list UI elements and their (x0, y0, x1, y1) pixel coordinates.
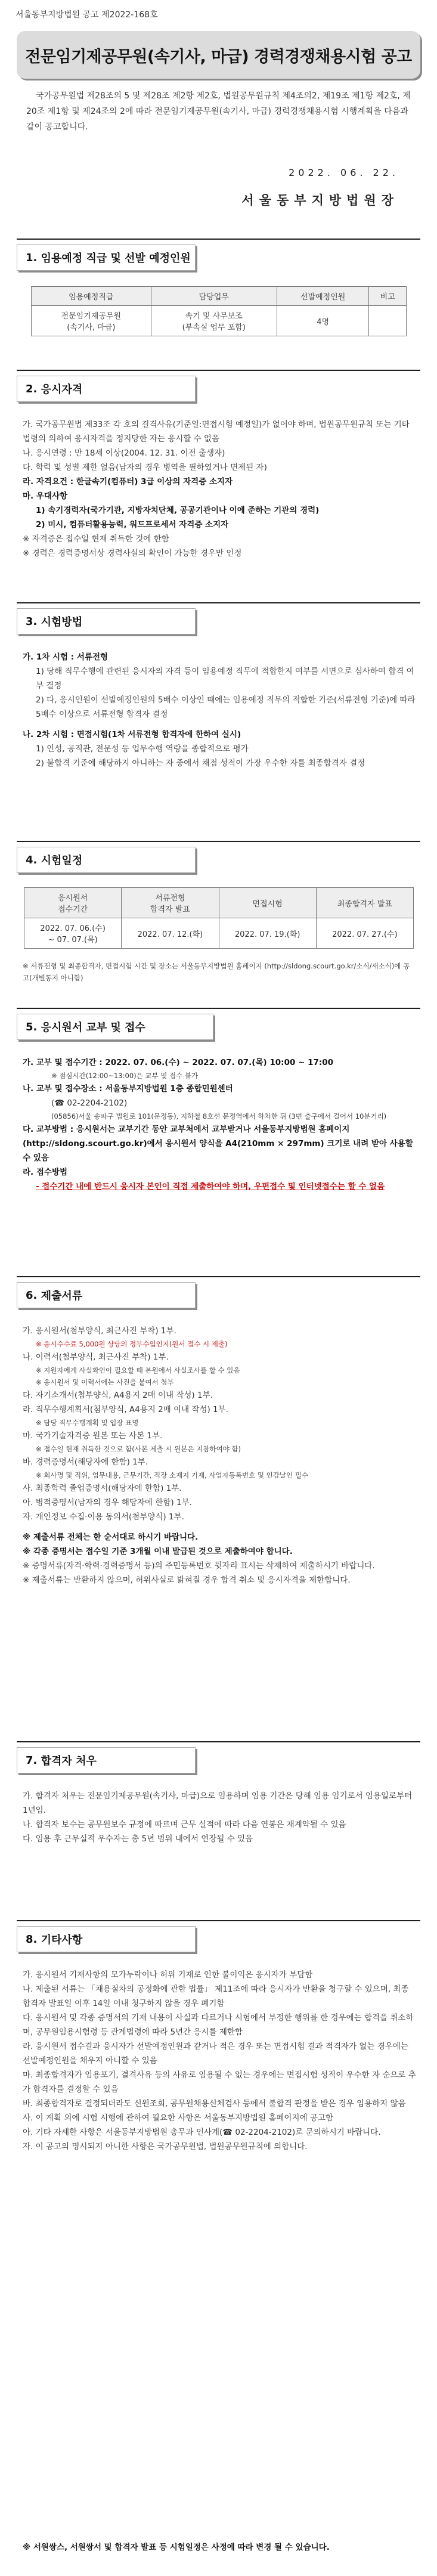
issuer-signature: 서울동부지방법원장 (241, 193, 399, 208)
table-header: 임용예정직급 (32, 287, 151, 306)
section-heading-8: 8. 기타사항 (17, 1926, 196, 1952)
footer-note: ※ 서원쌍스, 서원쌍서 및 합격자 발표 등 시험일정은 사정에 따라 변경 될 수 있습니다. (23, 2543, 330, 2552)
section-divider (17, 1008, 420, 1009)
schedule-table (24, 887, 414, 949)
method-list: 가. 1차 시험 : 서류전형 1) 당해 직무수행에 관련된 응시자의 자격 등이 임용예정 직무에 적합한지 여부를 서면으로 심사하여 합격 여부 결정 2) 다, 응시인원이 선발예정인원의 5배수 이상인 때에는 임용예정 직무의 적합한 기준(서류전형 기준)에 따라 5배수 이상으로 서류전형 합격자 결정 나. 2차 시험 : 면접시험(1차 서류전형 합격자에 한하여 실시) 1) 인성, 공직관, 전문성 등 업무수행 역량을 종합적으로 평가 2) 불합격 기준에 해당하지 아니하는 자 중에서 채점 성적이 가장 우수한 자를 최종합격자 결정 (23, 652, 416, 768)
table-header: 응시원서 접수기간 (24, 888, 122, 918)
table-header: 비고 (369, 287, 407, 306)
table-header: 서류전형 합격자 발표 (122, 888, 219, 918)
table-row: 전문임기제공무원 (속기사, 마급) 속기 및 사무보조 (부속실 업무 포함) 4명 (32, 306, 407, 336)
section-heading-6: 6. 제출서류 (17, 1282, 196, 1308)
application-list: 가. 교부 및 접수기간 : 2022. 07. 06.(수) ~ 2022. 07. 07.(목) 10:00 ~ 17:00 ※ 점심시간(12:00~13:00)은 교부 및 접수 불가 나. 교부 및 접수장소 : 서울동부지방법원 1층 종합민원센터 (☎ 02-2204-2102) (05856)서울 송파구 법원로 101(문정동), 지하철 8호선 문정역에서 하차한 뒤 (3번 출구에서 걸어서 10분거리) 다. 교부방법 : 응시원서는 교부기간 동안 교부처에서 교부받거나 서울동부지방법원 홈페이지(http://sldong.scourt.go.kr)에서 응시원서 양식을 A4(210mm × 297mm) 크기로 내려 받아 사용할 수 있음 라. 접수방법 - 접수기간 내에 반드시 응시자 본인이 직접 제출하여야 하며, 우편접수 및 인터넷접수는 할 수 없음 (23, 1058, 413, 1191)
section-divider (17, 1920, 420, 1921)
schedule-note: ※ 서류전형 및 최종합격자, 면접시험 시간 및 장소는 서울동부지방법원 홈페이지 (http://sldong.scourt.go.kr/소식/새소식)에 공고(개별통지 아니함) (23, 962, 410, 982)
documents-list: 가. 응시원서(첨부양식, 최근사진 부착) 1부. ※ 응시수수료 5,000원 상당의 정부수입인지(원서 접수 시 제출) 나. 이력서(첨부양식, 최근사진 부착) 1부. ※ 지원자에게 사실확인이 필요할 때 본원에서 사실조사를 할 수 있음 ※ 응시원서 및 이력서에는 사진을 붙여서 첨부 다. 자기소개서(첨부양식, A4용지 2매 이내 작성) 1부. 라. 직무수행계획서(첨부양식, A4용지 2매 이내 작성) 1부. ※ 담당 직무수행계획 및 입장 표명 마. 국가기술자격증 원본 또는 사본 1부. ※ 접수일 현재 취득한 것으로 함(사본 제출 시 원본은 지참하여야 함) 바. 경력증명서(해당자에 한함) 1부. ※ 회사명 및 직위, 업무내용, 근무기간, 직장 소재지 기재, 사업자등록번호 및 인감날인 필수 사. 최종학력 졸업증명서(해당자에 한함) 1부. 아. 병적증명서(남자의 경우 해당자에 한함) 1부. 자. 개인정보 수집·이용 동의서(첨부양식) 1부. ※ 제출서류 전체는 한 순서대로 하시기 바랍니다. ※ 각종 증명서는 접수일 기준 3개월 이내 발급된 것으로 제출하여야 합니다. ※ 증명서류(자격·학력·경력증명서 등)의 주민등록번호 뒷자리 표시는 삭제하여 제출하시기 바랍니다. ※ 제출서류는 반환하지 않으며, 허위사실로 밝혀질 경우 합격 취소 및 응시자격을 제한합니다. (23, 1326, 375, 1585)
table-header: 담당업무 (151, 287, 277, 306)
section-heading-7: 7. 합격자 처우 (17, 1747, 196, 1773)
treatment-list: 가. 합격자 처우는 전문임기제공무원(속기사, 마급)으로 임용하며 임용 기간은 당해 임용 임기로서 임용일로부터 1년임. 나. 합격자 보수는 공무원보수 규정에 따르며 근무 실적에 따라 다음 연봉은 재계약될 수 있음 다. 임용 후 근무실적 우수자는 총 5년 범위 내에서 연장될 수 있음 (23, 1791, 413, 1844)
lead-paragraph: 국가공무원법 제28조의 5 및 제28조 제2항 제2호, 법원공무원규칙 제4조의2, 제19조 제1항 제2호, 제20조 제1항 및 제24조의 2에 따라 전문임기제공무원(속기사, 마급) 경력경쟁채용시험 시행계획을 다음과 같이 공고합니다. (26, 91, 411, 132)
section-divider (17, 841, 420, 842)
section-heading-5: 5. 응시원서 교부 및 접수 (17, 1014, 213, 1040)
table-header: 선발예정인원 (277, 287, 369, 306)
positions-table (31, 286, 407, 336)
qualifications-list: 가. 국가공무원법 제33조 각 호의 결격사유(기준일:면접시험 예정일)가 없어야 하며, 법원공무원규칙 또는 기타 법령의 의하여 응시자격을 정지당한 자는 응시할 수 없음 나. 응시연령 : 만 18세 이상(2004. 12. 31. 이전 출생자) 다. 학력 및 성별 제한 없음(남자의 경우 병역을 필하였거나 면제된 자) 라. 자격요건 : 한글속기(컴퓨터) 3급 이상의 자격증 소지자 마. 우대사항 1) 속기경력자(국가기관, 지방자치단체, 공공기관이나 이에 준하는 기관의 경력) 2) 미시, 컴퓨터활용능력, 워드프로세서 자격증 소지자 ※ 자격증은 접수일 현재 취득한 것에 한함 ※ 경력은 경력증명서상 경력사실의 확인이 가능한 경우만 인정 (23, 420, 410, 558)
page-title: 전문임기제공무원(속기사, 마급) 경력경쟁채용시험 공고 (25, 47, 412, 66)
section-divider (17, 239, 420, 240)
etc-list: 가. 응시원서 기재사항의 모가누락이나 허위 기재로 인한 불이익은 응시자가 부담함 나. 제출된 서류는 「채용절차의 공정화에 관한 법률」 제11조에 따라 응시자가 반환을 청구할 수 있으며, 최종합격자 발표일 이후 14일 이내 청구하지 않을 경우 폐기함 다. 응시원서 및 각종 증명서의 기재 내용이 사실과 다르거나 시험에서 부정한 행위를 한 경우에는 합격을 취소하며, 공무원임용시험령 등 관계법령에 따라 5년간 응시를 제한함 라. 응시원서 접수결과 응시자가 선발예정인원과 같거나 적은 경우 또는 면접시험 결과 적격자가 없는 경우에는 선발예정인원을 채우지 아니할 수 있음 마. 최종합격자가 임용포기, 결격사유 등의 사유로 임용될 수 없는 경우에는 면접시험 성적이 우수한 자 순으로 추가 합격자를 결정할 수 있음 바. 최종합격자로 결정되더라도 신원조회, 공무원채용신체검사 등에서 불합격 판정을 받은 경우 임용하지 않음 사. 이 계획 외에 시험 시행에 관하여 필요한 사항은 서울동부지방법원 홈페이지에 공고함 아. 기타 자세한 사항은 서울동부지방법원 총무과 인사계(☎ 02-2204-2102)로 문의하시기 바랍니다. 자. 이 공고의 명시되지 아니한 사항은 국가공무원법, 법원공무원규칙에 의합니다. (23, 1970, 416, 2151)
notice-number: 서울동부지방법원 공고 제2022-168호 (16, 10, 158, 20)
section-divider (17, 370, 420, 371)
section-heading-1: 1. 임용예정 직급 및 선발 예정인원 (17, 244, 196, 271)
table-header: 최종합격자 발표 (316, 888, 413, 918)
section-heading-3: 3. 시험방법 (17, 608, 196, 634)
section-divider (17, 1276, 420, 1277)
section-heading-2: 2. 응시자격 (17, 376, 196, 402)
title-box (17, 31, 420, 79)
notice-date: 2022. 06. 22. (289, 167, 399, 178)
section-heading-4: 4. 시험일정 (17, 847, 196, 873)
table-header: 면접시험 (219, 888, 316, 918)
section-divider (17, 1741, 420, 1742)
section-divider (17, 602, 420, 603)
table-row: 2022. 07. 06.(수) ~ 07. 07.(목) 2022. 07. 12.(화) 2022. 07. 19.(화) 2022. 07. 27.(수) (24, 918, 414, 949)
